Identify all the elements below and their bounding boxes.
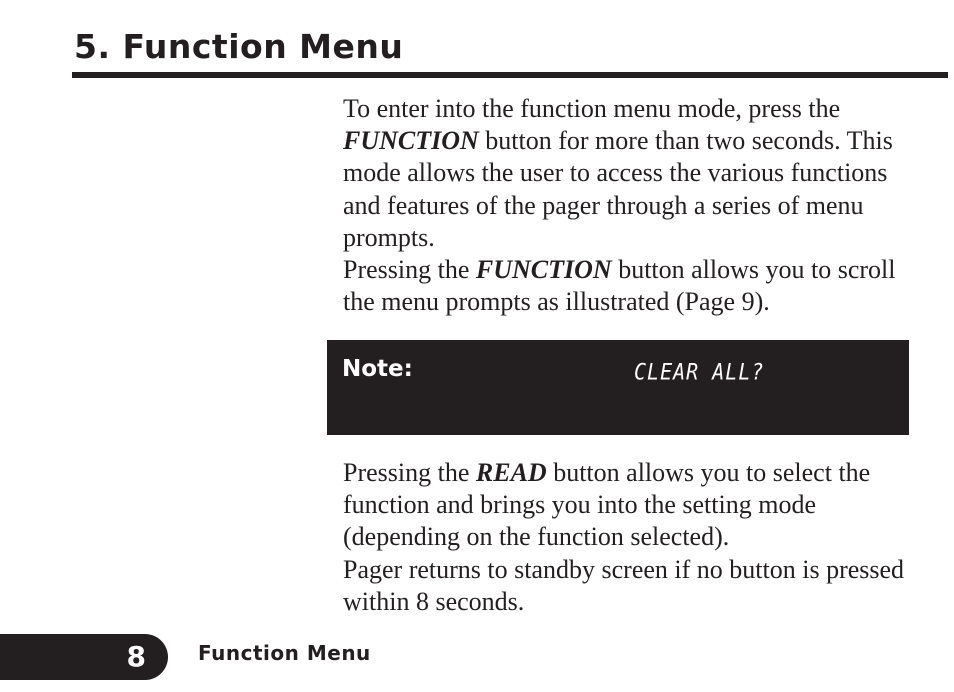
read-paragraph — [343, 457, 913, 618]
intro-text-1: To enter into the function menu mode, press the — [343, 94, 841, 123]
intro-text-2: button for more than two seconds. This mode allows the user to access the various functions and features of the pager through a series of menu prompts. — [343, 126, 893, 252]
function-keyword: FUNCTION — [343, 126, 479, 156]
pager-display-text: CLEAR ALL? — [634, 358, 765, 386]
section-title: 5. Function Menu — [74, 27, 404, 66]
read-text-1: Pressing the — [343, 458, 476, 487]
read-text-2: button allows you to select the function and brings you into the setting mode (depending on the function selected). — [343, 458, 871, 552]
footer-section-title: Function Menu — [198, 641, 371, 665]
note-label: Note: — [342, 356, 413, 382]
function-keyword-2: FUNCTION — [475, 255, 612, 285]
title-rule — [72, 72, 948, 78]
page-number: 8 — [126, 640, 146, 673]
read-text-3: Pager returns to standby screen if no button is pressed within 8 seconds. — [343, 554, 905, 616]
page-number-tab — [0, 634, 168, 680]
read-keyword: READ — [475, 458, 547, 487]
intro-paragraph — [343, 93, 913, 318]
note-box — [327, 340, 909, 435]
intro-text-4: button allows you to scroll the menu prompts as illustrated (Page 9). — [343, 255, 896, 317]
intro-text-3: Pressing the — [343, 255, 476, 285]
